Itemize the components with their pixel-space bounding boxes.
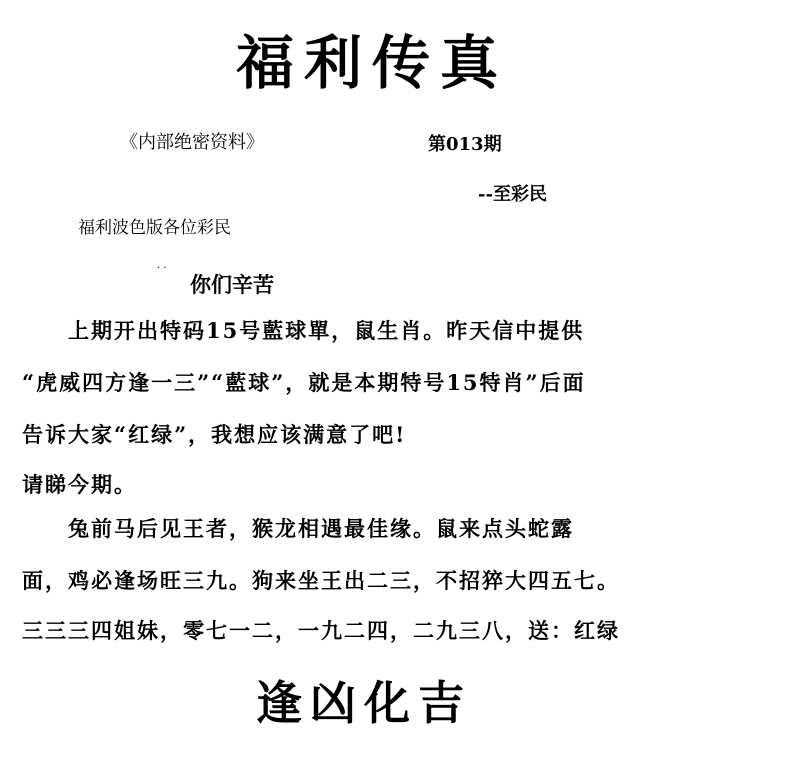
body-line: “虎威四方逢一三”“藍球”，就是本期特号15特肖”后面: [22, 370, 586, 395]
body-line: 告诉大家“红绿”，我想应该满意了吧!: [22, 422, 407, 447]
body-line: 面，鸡必逢场旺三九。狗来坐王出二三，不招猝大四五七。: [22, 568, 620, 593]
body-line: 三三三四姐妹，零七一二，一九二四，二九三八，送：红绿: [22, 618, 620, 643]
footer-title: 逢凶化吉: [256, 676, 472, 730]
salutation: 你们辛苦: [190, 272, 274, 297]
issue-number: 第013期: [428, 134, 502, 155]
body-line: 上期开出特码15号藍球單，鼠生肖。昨天信中提供: [22, 318, 585, 343]
subtitle: 《内部绝密资料》: [120, 132, 264, 153]
greeting-recipient: 福利波色版各位彩民: [78, 218, 231, 238]
body-line: 请睇今期。: [22, 472, 137, 497]
signature: --至彩民: [478, 184, 547, 205]
body-line: 兔前马后见王者，猴龙相遇最佳缘。鼠来点头蛇露: [22, 516, 574, 541]
main-title: 福利传真: [236, 29, 509, 97]
decorative-dots: · ·: [157, 263, 167, 274]
